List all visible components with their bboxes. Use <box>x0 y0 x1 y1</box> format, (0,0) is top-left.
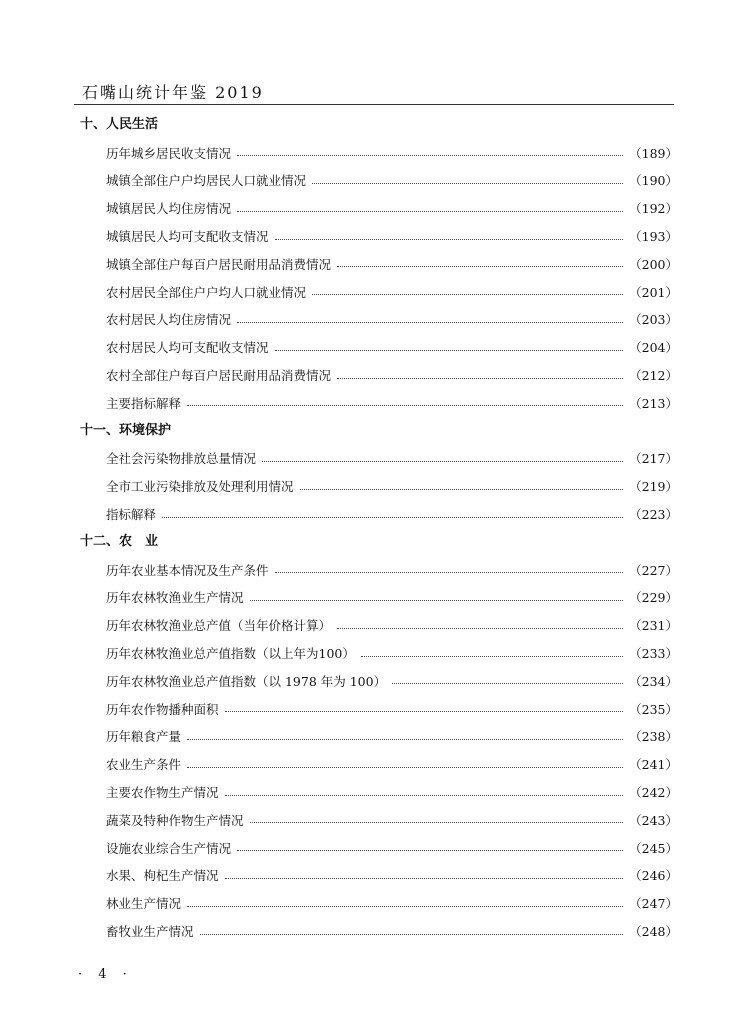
toc-entry-page: （217） <box>629 451 678 467</box>
toc-entry-title: 农业生产条件 <box>106 757 182 773</box>
toc-entry-title: 水果、枸杞生产情况 <box>106 868 219 884</box>
toc-entry-page: （247） <box>629 896 678 912</box>
toc-entry-page: （235） <box>629 701 678 717</box>
toc-entry-title: 畜牧业生产情况 <box>106 924 194 939</box>
toc-entry-title: 林业生产情况 <box>106 896 182 912</box>
toc-entry-page: （229） <box>629 590 678 606</box>
dot-leader <box>225 795 624 796</box>
toc-entry-page: （193） <box>629 229 678 245</box>
toc-entry-page: （231） <box>629 618 678 634</box>
toc-entry[interactable] <box>80 611 678 639</box>
toc-entry[interactable] <box>80 445 678 473</box>
toc-entry-page: （190） <box>629 173 678 189</box>
toc-entry[interactable] <box>80 306 678 334</box>
toc-entry-title: 历年农林牧渔业生产情况 <box>106 590 244 606</box>
toc-entry-title: 蔬菜及特种作物生产情况 <box>106 812 244 828</box>
toc-entry-title: 指标解释 <box>106 507 157 523</box>
toc-entry[interactable] <box>80 361 678 389</box>
dot-leader <box>337 628 623 629</box>
toc-entry[interactable] <box>80 333 678 361</box>
toc-entry-title: 城镇全部住户每百户居民耐用品消费情况 <box>106 256 332 272</box>
toc-entry[interactable] <box>80 667 678 695</box>
dot-leader <box>225 878 624 879</box>
dot-leader <box>162 517 623 518</box>
toc-entry-title: 农村居民人均住房情况 <box>106 312 232 328</box>
toc-entry-title: 历年农林牧渔业总产值（当年价格计算） <box>106 618 332 634</box>
toc-entry-page: （192） <box>629 201 678 217</box>
running-header: 石嘴山统计年鉴 2019 <box>82 83 264 102</box>
toc-entry-page: （234） <box>629 673 678 689</box>
toc-entry-title: 主要农作物生产情况 <box>106 785 219 801</box>
toc-entry[interactable] <box>80 806 678 834</box>
toc-entry[interactable] <box>80 695 678 723</box>
dot-leader <box>300 489 624 490</box>
section-title: 十、人民生活 <box>80 117 159 132</box>
toc-entry-page: （219） <box>629 479 678 495</box>
dot-leader <box>237 155 623 156</box>
toc-entry[interactable] <box>80 250 678 278</box>
dot-leader <box>312 183 623 184</box>
toc-entry-page: （203） <box>629 312 678 328</box>
toc-entry-page: （200） <box>629 256 678 272</box>
dot-leader <box>237 211 623 212</box>
dot-leader <box>187 767 623 768</box>
toc-entry[interactable] <box>80 723 678 751</box>
toc-entry-page: （245） <box>629 840 678 856</box>
toc-entry-page: （246） <box>629 868 678 884</box>
toc-entry[interactable] <box>80 639 678 667</box>
header-rule <box>74 104 674 105</box>
dot-leader <box>275 350 624 351</box>
toc-entry-title: 历年农林牧渔业总产值指数（以 1978 年为 100） <box>106 673 387 689</box>
toc-entry[interactable] <box>80 862 678 890</box>
toc-entry-title: 城镇居民人均住房情况 <box>106 201 232 217</box>
toc-entry-page: （243） <box>629 812 678 828</box>
toc-entry[interactable] <box>80 222 678 250</box>
dot-leader <box>262 461 623 462</box>
toc-entry-page: （233） <box>629 646 678 662</box>
dot-leader <box>361 656 623 657</box>
toc-entry[interactable] <box>80 556 678 584</box>
toc-entry-title: 历年农作物播种面积 <box>106 701 219 717</box>
toc-entry-page: （189） <box>629 145 678 161</box>
dot-leader <box>275 239 624 240</box>
toc-entry[interactable] <box>80 194 678 222</box>
dot-leader <box>237 322 623 323</box>
toc-entry-title: 历年粮食产量 <box>106 729 182 745</box>
toc-entry[interactable] <box>80 500 678 528</box>
toc-entry-page: （241） <box>629 757 678 773</box>
toc-entry-page: （227） <box>629 562 678 578</box>
dot-leader <box>275 572 624 573</box>
toc-entry[interactable] <box>80 889 678 917</box>
toc-entry[interactable] <box>80 750 678 778</box>
table-of-contents <box>80 111 678 945</box>
toc-entry[interactable] <box>80 278 678 306</box>
toc-entry-title: 历年农业基本情况及生产条件 <box>106 562 269 578</box>
page-number: · 4 · <box>78 967 133 982</box>
dot-leader <box>225 711 624 712</box>
toc-entry-title: 农村居民人均可支配收支情况 <box>106 340 269 356</box>
toc-entry[interactable] <box>80 139 678 167</box>
dot-leader <box>250 600 624 601</box>
section-title: 十一、环境保护 <box>80 422 172 438</box>
toc-entry-page: （201） <box>629 284 678 300</box>
dot-leader <box>187 906 623 907</box>
toc-entry-page: （212） <box>629 368 678 384</box>
toc-entry-title: 农村居民全部住户户均人口就业情况 <box>106 284 307 300</box>
toc-entry-title: 农村全部住户每百户居民耐用品消费情况 <box>106 368 332 384</box>
toc-entry[interactable] <box>80 584 678 612</box>
toc-entry-page: （248） <box>629 924 678 939</box>
dot-leader <box>392 683 623 684</box>
toc-entry-title: 全市工业污染排放及处理利用情况 <box>106 479 294 495</box>
toc-entry-page: （213） <box>629 395 678 411</box>
toc-entry[interactable] <box>80 834 678 862</box>
toc-entry[interactable] <box>80 778 678 806</box>
toc-entry-title: 全社会污染物排放总量情况 <box>106 451 257 467</box>
dot-leader <box>312 294 623 295</box>
dot-leader <box>200 934 624 935</box>
toc-entry[interactable] <box>80 472 678 500</box>
toc-entry-title: 城镇居民人均可支配收支情况 <box>106 229 269 245</box>
toc-entry-title: 城镇全部住户户均居民人口就业情况 <box>106 173 307 189</box>
dot-leader <box>337 266 623 267</box>
toc-entry-title: 设施农业综合生产情况 <box>106 840 232 856</box>
toc-entry-page: （242） <box>629 785 678 801</box>
toc-entry-page: （204） <box>629 340 678 356</box>
section-title: 十二、农 业 <box>80 533 159 549</box>
toc-entry-page: （223） <box>629 507 678 523</box>
toc-entry[interactable] <box>80 167 678 195</box>
toc-entry-page: （238） <box>629 729 678 745</box>
toc-entry-title: 历年农林牧渔业总产值指数（以上年为100） <box>106 646 355 662</box>
dot-leader <box>187 405 623 406</box>
dot-leader <box>250 822 624 823</box>
toc-entry-title: 历年城乡居民收支情况 <box>106 145 232 161</box>
dot-leader <box>337 378 623 379</box>
toc-entry[interactable] <box>80 917 678 945</box>
dot-leader <box>237 850 623 851</box>
toc-entry-title: 主要指标解释 <box>106 395 182 411</box>
toc-entry[interactable] <box>80 389 678 417</box>
dot-leader <box>187 739 623 740</box>
